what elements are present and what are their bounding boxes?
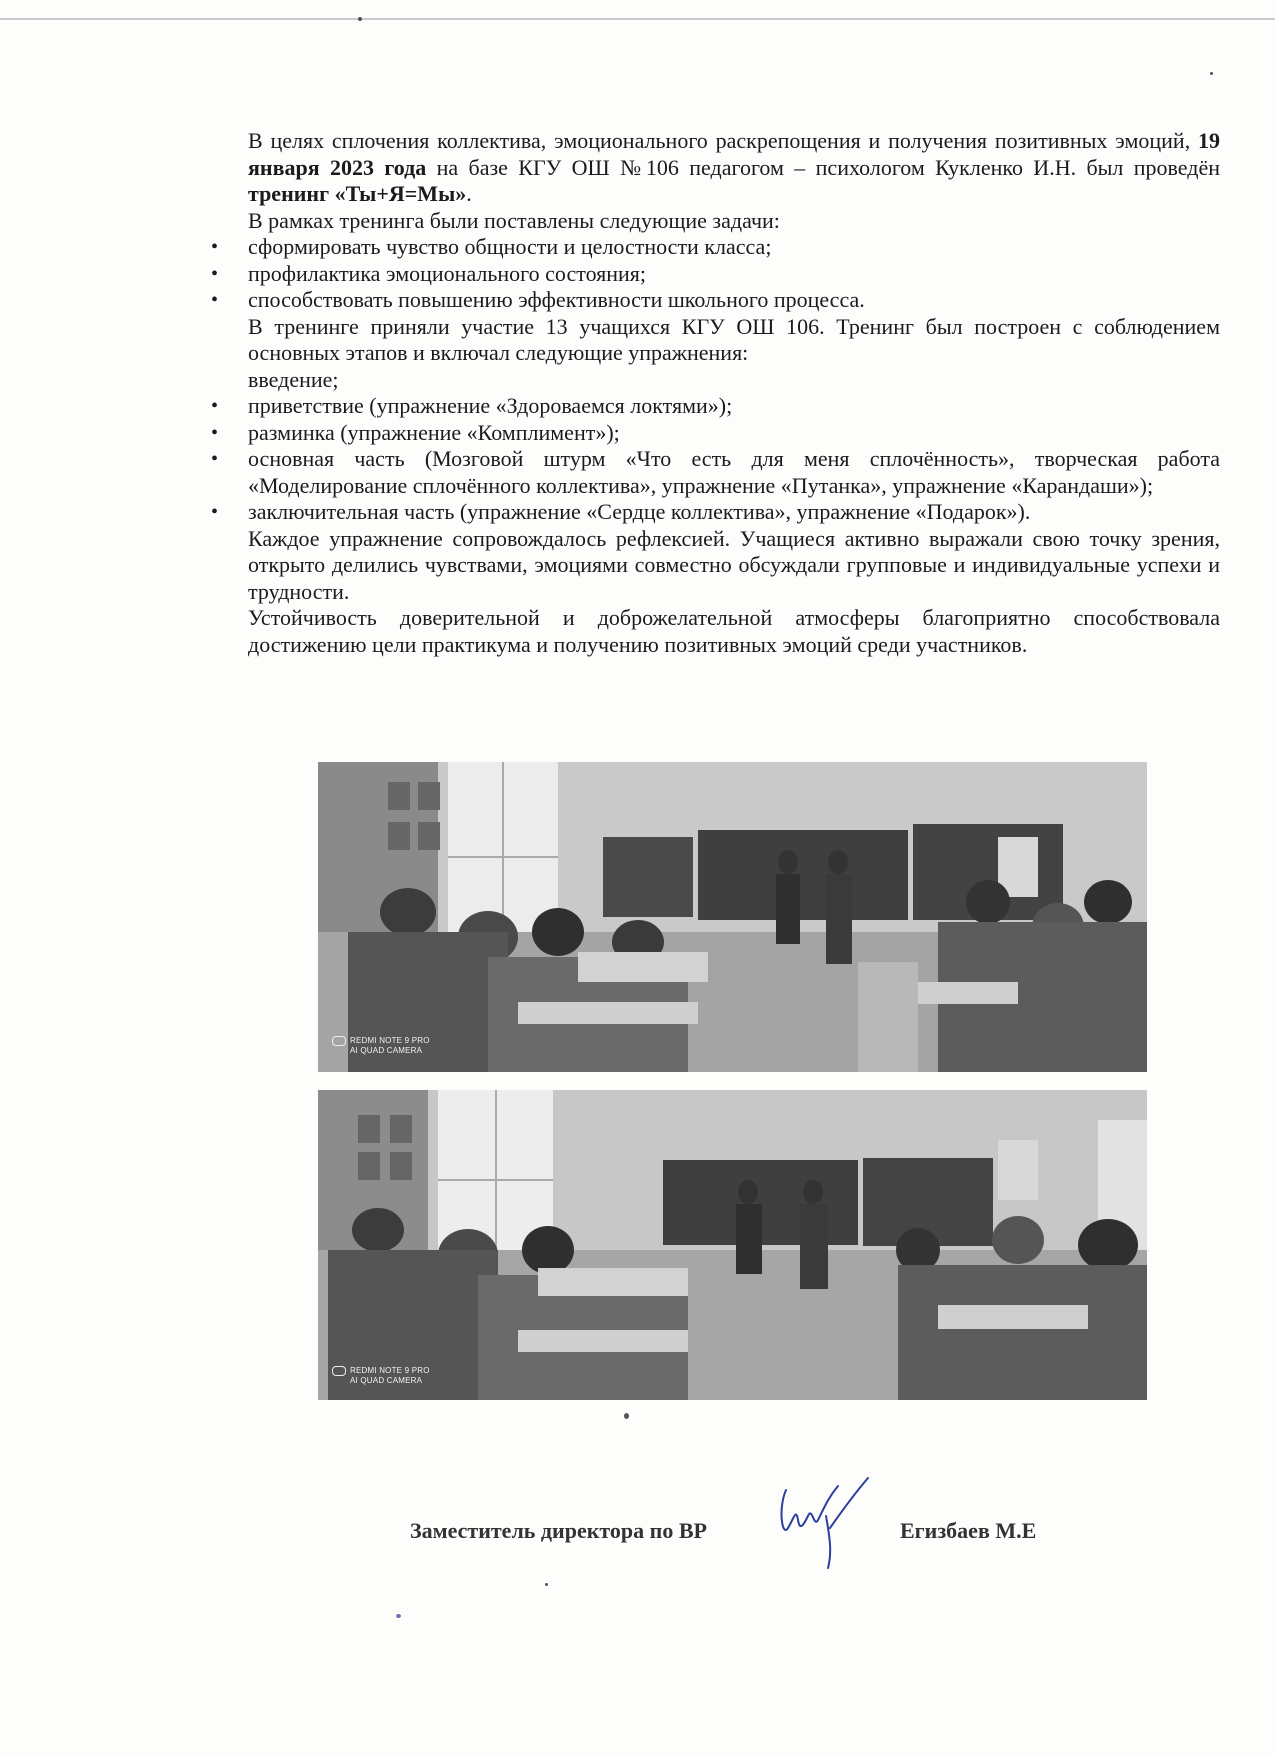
classroom-photo-1 [318,762,1147,1072]
scan-speck [1210,72,1213,75]
classroom-photo-2-image [318,1090,1147,1400]
intro-text: В целях сплочения коллектива, эмоционального раскрепощения и получения позитивных эмоций, [248,128,1198,153]
scan-speck [545,1583,548,1586]
conclusion-paragraph: Устойчивость доверительной и доброжелательной атмосферы благоприятно способствовала достижению цели практикума и получению позитивных эмоций среди участников. [248,605,1220,657]
stage-item: • заключительная часть (упражнение «Сердце коллектива», упражнение «Подарок»). [248,499,1220,526]
intro-end: . [466,181,472,206]
scan-speck [358,17,362,21]
signatory-name: Егизбаев М.Е [900,1518,1037,1543]
tasks-intro: В рамках тренинга были поставлены следующие задачи: [248,207,780,233]
camera-watermark [332,1036,430,1056]
intro-stage: введение; [248,366,339,392]
watermark-text: REDMI NOTE 9 PRO [350,1036,430,1046]
watermark-text: REDMI NOTE 9 PRO [350,1366,430,1376]
event-date: 19 января 2023 года [248,128,1220,180]
handwritten-signature [768,1468,878,1578]
intro-text-2: на базе КГУ ОШ №106 педагогом – психологом Кукленко И.Н. был проведён [426,154,1220,180]
camera-watermark [332,1366,430,1386]
participants-paragraph: В тренинге приняли участие 13 учащихся КГУ ОШ 106. Тренинг был построен с соблюдением основных этапов и включал следующие упражнения: [248,313,1220,365]
signatory-title: Заместитель директора по ВР [410,1518,707,1543]
task-item: • сформировать чувство общности и целостности класса; [248,234,1220,261]
classroom-photo-1-image [318,762,1147,1072]
report-body [248,128,1220,658]
stage-item: • приветствие (упражнение «Здороваемся локтями»); [248,393,1220,420]
camera-lens-icon [332,1036,346,1046]
signature-block [410,1518,1110,1558]
watermark-text: AI QUAD CAMERA [350,1046,423,1056]
reflection-paragraph: Каждое упражнение сопровождалось рефлексией. Учащиеся активно выражали свою точку зрения, открыто делились чувствами, эмоциями совместно обсуждали групповые и индивидуальные успехи и трудности. [248,525,1220,604]
stage-item: • разминка (упражнение «Комплимент»); [248,420,1220,447]
classroom-photo-2 [318,1090,1147,1400]
stage-item: • основная часть (Мозговой штурм «Что есть для меня сплочённость», творческая работа «Моделирование сплочённого коллектива», упражнение «Путанка», упражнение «Карандаши»); [248,446,1220,499]
watermark-text: AI QUAD CAMERA [350,1376,423,1386]
scan-edge-line [0,18,1275,20]
camera-lens-icon [332,1366,346,1376]
intro-paragraph [248,128,1220,208]
task-item: • способствовать повышению эффективности школьного процесса. [248,287,1220,314]
task-item: • профилактика эмоционального состояния; [248,261,1220,288]
scan-speck [624,1413,629,1419]
scan-speck [396,1614,401,1618]
training-name: тренинг «Ты+Я=Мы» [248,181,467,206]
